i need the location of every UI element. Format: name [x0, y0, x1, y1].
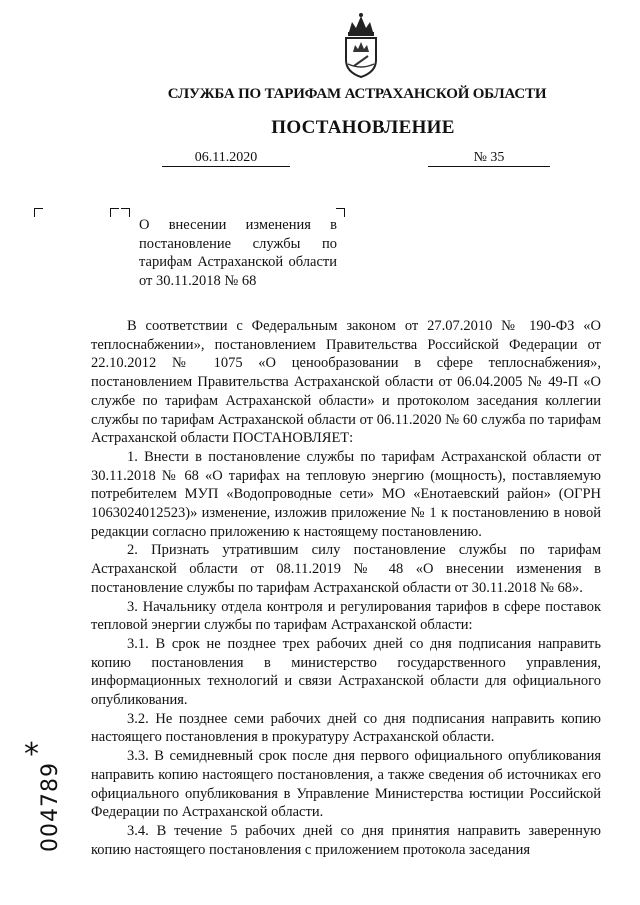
clause-3-2: 3.2. Не позднее семи рабочих дней со дня подписания направить копию настоящего постановления в прокуратуру Астраханской области. — [91, 710, 601, 746]
stamp-mark: * — [24, 737, 39, 772]
corner-mark-right — [336, 208, 345, 217]
clause-1: 1. Внести в постановление службы по тарифам Астраханской области от 30.11.2018 № 68 «О тарифах на тепловую энергию (мощность), поставляемую потребителем МУП «Водопроводные сети» МО «Енотаевский район» (ОГРН 1063024012523)» изменение, изложив приложение № 1 к постановлению в новой редакции согласно приложению к настоящему постановлению. — [91, 448, 601, 540]
clause-2: 2. Признать утратившим силу постановление службы по тарифам Астраханской области от 08.11.2019 № 48 «О внесении изменения в постановление службы по тарифам Астраханской области от 30.11.2018 № 68». — [91, 542, 601, 596]
stamp-serial-number: 004789 — [38, 762, 63, 852]
corner-mark-subject-left — [110, 208, 119, 217]
organization-name: СЛУЖБА ПО ТАРИФАМ АСТРАХАНСКОЙ ОБЛАСТИ — [167, 86, 547, 102]
document-body — [91, 317, 601, 859]
document-type-title: ПОСТАНОВЛЕНИЕ — [271, 117, 455, 138]
document-subject: О внесении изменения в постановление службы по тарифам Астраханской области от 30.11.2018 № 68 — [139, 217, 337, 290]
document-number: № 35 — [428, 150, 550, 167]
preamble-paragraph: В соответствии с Федеральным законом от 27.07.2010 № 190-ФЗ «О теплоснабжении», постановлением Правительства Российской Федерации от 22.10.2012 № 1075 «О ценообразовании в сфере теплоснабжения», постановлением Правительства Астраханской области от 06.04.2005 № 49-П «О службе по тарифам Астраханской области» и протоколом заседания коллегии службы по тарифам Астраханской области от 06.11.2020 № 60 служба по тарифам Астраханской области ПОСТАНОВЛЯЕТ: — [91, 318, 601, 447]
clause-3-3: 3.3. В семидневный срок после дня первого официального опубликования направить копию настоящего постановления, а также сведения об источниках его официального опубликования в Управление Министерства юстиции Российской Федерации по Астраханской области. — [91, 748, 601, 821]
clause-3: 3. Начальнику отдела контроля и регулирования тарифов в сфере поставок тепловой энергии службы по тарифам Астраханской области: — [91, 598, 601, 634]
document-date: 06.11.2020 — [162, 150, 290, 167]
corner-mark-subject-right — [121, 208, 130, 217]
clause-3-4: 3.4. В течение 5 рабочих дней со дня принятия направить заверенную копию настоящего постановления с приложением протокола заседания — [91, 822, 601, 858]
corner-mark-left — [34, 208, 43, 217]
astrakhan-coat-of-arms-icon — [336, 10, 386, 80]
clause-3-1: 3.1. В срок не позднее трех рабочих дней со дня подписания направить копию постановления в министерство государственного управления, информационных технологий и связи Астраханской области для официального опубликования. — [91, 635, 601, 709]
